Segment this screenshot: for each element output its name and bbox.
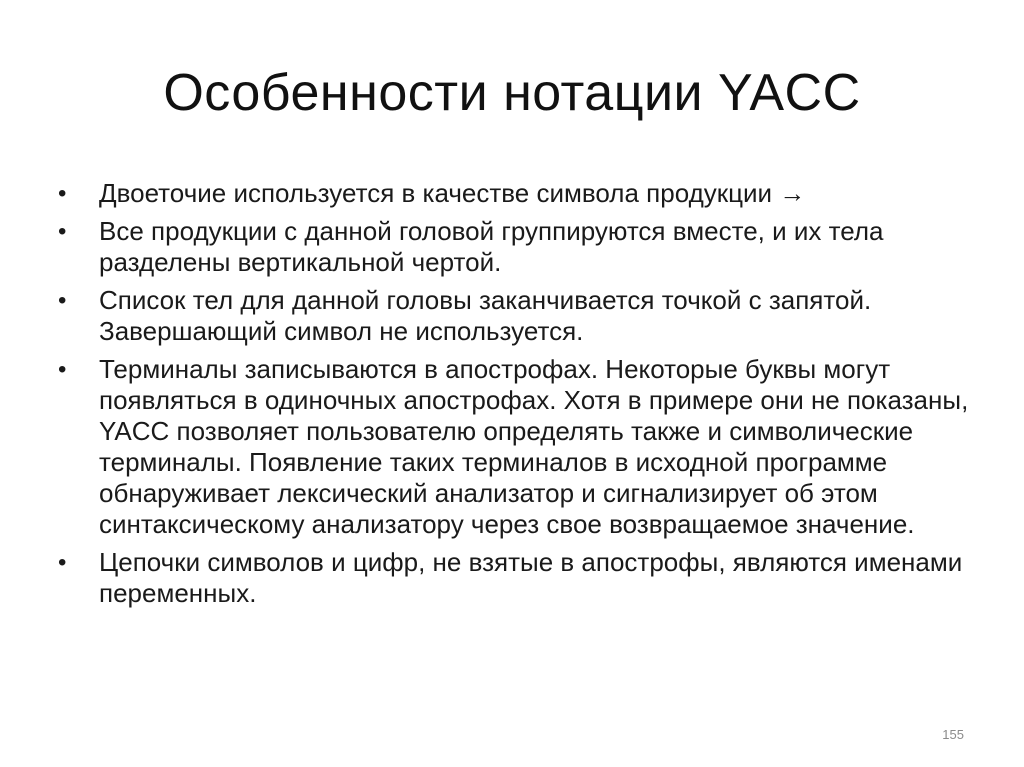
bullet-item-1: [58, 178, 978, 209]
slide-title: Особенности нотации YACC: [163, 64, 861, 122]
page-number: 155: [942, 727, 964, 742]
bullet-marker: •: [58, 356, 67, 383]
bullet-item-2: [58, 216, 978, 278]
bullet-item-4: [58, 354, 978, 540]
bullet-text-3: Список тел для данной головы заканчивается точкой с запятой. Завершающий символ не используется.: [99, 285, 872, 346]
bullet-list: [58, 178, 978, 616]
bullet-item-3: [58, 285, 978, 347]
bullet-marker: •: [58, 287, 67, 314]
bullet-marker: •: [58, 218, 67, 245]
bullet-item-5: [58, 547, 978, 609]
bullet-marker: •: [58, 180, 67, 207]
bullet-marker: •: [58, 549, 67, 576]
bullet-text-1: Двоеточие используется в качестве символа продукции →: [99, 178, 806, 208]
bullet-text-4: Терминалы записываются в апострофах. Некоторые буквы могут появляться в одиночных апострофах. Хотя в примере они не показаны, YACC позволяет пользователю определять также и символические терминалы. Появление таких терминалов в исходной программе обнаруживает лексический анализатор и сигнализирует об этом синтаксическому анализатору через свое возвращаемое значение.: [99, 354, 969, 539]
bullet-text-5: Цепочки символов и цифр, не взятые в апострофы, являются именами переменных.: [99, 547, 963, 608]
bullet-text-2: Все продукции с данной головой группируются вместе, и их тела разделены вертикальной чертой.: [99, 216, 884, 277]
